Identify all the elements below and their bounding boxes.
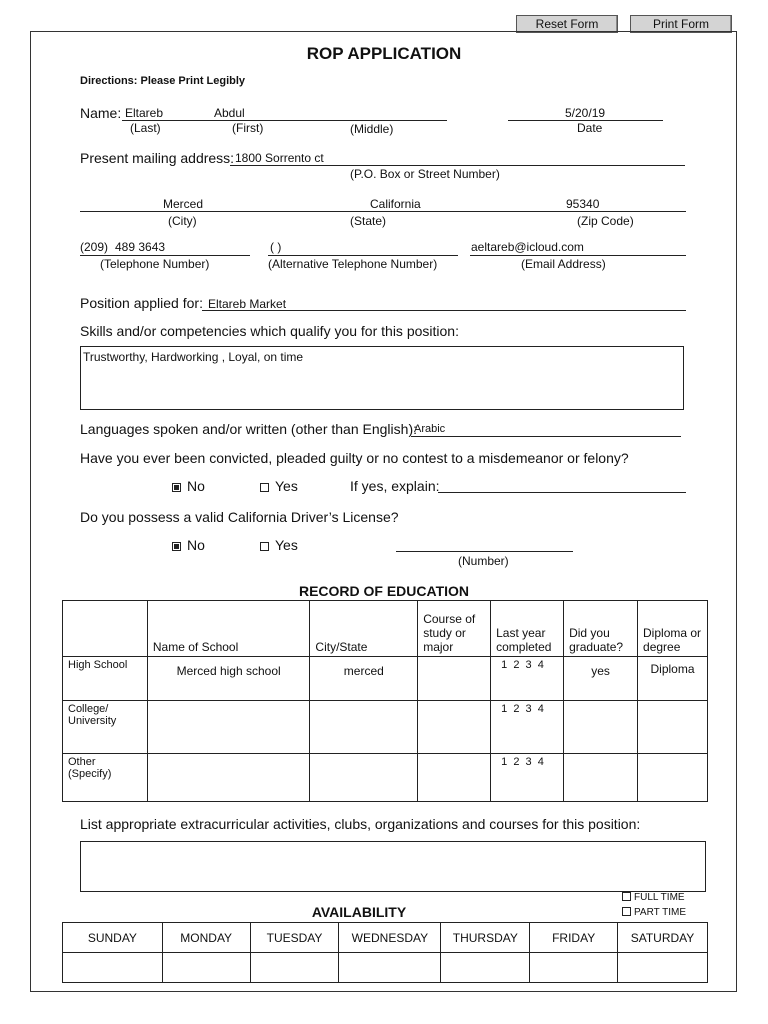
graduated-cell[interactable]: [564, 754, 638, 802]
education-table: [62, 600, 708, 802]
row-type: Other (Specify): [63, 754, 148, 802]
license-number-underline: [396, 551, 573, 552]
header-cell-city-state: City/State: [310, 601, 418, 657]
area-code-field[interactable]: (209): [80, 240, 109, 254]
languages-label: Languages spoken and/or written (other than English):: [80, 421, 417, 437]
diploma-cell[interactable]: [638, 754, 708, 802]
license-number-caption: (Number): [458, 554, 509, 568]
first-caption: (First): [232, 121, 264, 135]
license-question: Do you possess a valid California Driver’s License?: [80, 509, 399, 525]
alt-phone-underline: [268, 255, 458, 256]
table-row: [63, 701, 708, 754]
address-label: Present mailing address:: [80, 150, 235, 166]
license-no-label: No: [187, 537, 205, 553]
phone-caption: (Telephone Number): [100, 257, 210, 271]
zip-caption: (Zip Code): [577, 214, 634, 228]
availability-title: AVAILABILITY: [311, 904, 407, 920]
header-cell-school: Name of School: [147, 601, 310, 657]
languages-field[interactable]: Arabic: [414, 423, 446, 435]
form-title: ROP APPLICATION: [306, 44, 462, 63]
city-state-cell[interactable]: merced: [310, 657, 418, 701]
city-state-zip-underline: [80, 211, 686, 212]
graduated-cell[interactable]: [564, 701, 638, 754]
years-cell[interactable]: 1 2 3 4: [491, 657, 564, 701]
header-cell-diploma: Diploma or degree: [638, 601, 708, 657]
conviction-yes-checkbox[interactable]: [260, 483, 269, 492]
alt-phone-field[interactable]: ( ): [270, 240, 282, 254]
diploma-cell[interactable]: Diploma: [638, 657, 708, 701]
license-no-option[interactable]: [172, 537, 205, 553]
day-friday: FRIDAY: [530, 923, 618, 953]
extracurricular-label: List appropriate extracurricular activities, clubs, organizations and courses for this position:: [80, 816, 641, 832]
course-cell[interactable]: [418, 657, 491, 701]
school-cell[interactable]: Merced high school: [147, 657, 310, 701]
state-caption: (State): [350, 214, 387, 228]
directions: Directions: Please Print Legibly: [80, 75, 246, 87]
table-row: [63, 657, 708, 701]
day-tuesday: TUESDAY: [250, 923, 339, 953]
conviction-question: Have you ever been convicted, pleaded guilty or no contest to a misdemeanor or felony?: [80, 450, 629, 466]
day-sunday: SUNDAY: [63, 923, 163, 953]
header-cell-last-year: Last year completed: [491, 601, 564, 657]
extracurricular-textarea[interactable]: [80, 841, 706, 892]
sunday-hours-cell[interactable]: [63, 953, 163, 983]
course-cell[interactable]: [418, 754, 491, 802]
course-cell[interactable]: [418, 701, 491, 754]
full-time-option[interactable]: [622, 892, 685, 903]
diploma-cell[interactable]: [638, 701, 708, 754]
city-state-cell[interactable]: [310, 701, 418, 754]
availability-header-row: [63, 923, 708, 953]
city-caption: (City): [168, 214, 197, 228]
monday-hours-cell[interactable]: [162, 953, 250, 983]
phone-field[interactable]: 489 3643: [115, 240, 166, 254]
email-caption: (Email Address): [521, 257, 606, 271]
conviction-no-label: No: [187, 478, 205, 494]
skills-label: Skills and/or competencies which qualify you for this position:: [80, 323, 459, 339]
header-cell-type: [63, 601, 148, 657]
wednesday-hours-cell[interactable]: [339, 953, 441, 983]
header-cell-course: Course of study or major: [418, 601, 491, 657]
state-field[interactable]: California: [370, 197, 421, 211]
skills-textarea[interactable]: [80, 346, 684, 410]
date-field[interactable]: 5/20/19: [565, 106, 606, 120]
education-title: RECORD OF EDUCATION: [298, 583, 470, 599]
street-underline: [230, 165, 685, 166]
saturday-hours-cell[interactable]: [618, 953, 708, 983]
street-field[interactable]: 1800 Sorrento ct: [235, 151, 324, 165]
last-caption: (Last): [130, 121, 161, 135]
first-name-field[interactable]: Abdul: [214, 106, 245, 120]
license-number-field[interactable]: [400, 537, 570, 551]
print-form-button[interactable]: Print Form: [630, 15, 732, 33]
day-thursday: THURSDAY: [441, 923, 530, 953]
date-caption: Date: [577, 121, 603, 135]
email-field[interactable]: aeltareb@icloud.com: [471, 240, 584, 254]
school-cell[interactable]: [147, 701, 310, 754]
name-underline: [122, 120, 447, 121]
school-cell[interactable]: [147, 754, 310, 802]
city-state-cell[interactable]: [310, 754, 418, 802]
day-monday: MONDAY: [162, 923, 250, 953]
part-time-label: PART TIME: [634, 907, 687, 918]
conviction-no-option[interactable]: [172, 478, 205, 494]
email-underline: [470, 255, 686, 256]
explain-underline: [438, 492, 686, 493]
license-no-checkbox[interactable]: [172, 542, 181, 551]
conviction-yes-label: Yes: [275, 478, 298, 494]
explain-label: If yes, explain:: [350, 478, 440, 494]
languages-underline: [411, 436, 681, 437]
table-row: [63, 754, 708, 802]
middle-name-field[interactable]: [350, 106, 430, 120]
years-cell[interactable]: 1 2 3 4: [491, 754, 564, 802]
day-saturday: SATURDAY: [618, 923, 708, 953]
phone-underline: [80, 255, 250, 256]
position-label: Position applied for:: [80, 295, 203, 311]
last-name-field[interactable]: Eltareb: [125, 106, 164, 120]
day-wednesday: WEDNESDAY: [339, 923, 441, 953]
city-field[interactable]: Merced: [163, 197, 204, 211]
position-field[interactable]: Eltareb Market: [208, 297, 287, 311]
conviction-yes-option[interactable]: [260, 478, 298, 494]
skills-value: Trustworthy, Hardworking , Loyal, on time: [83, 350, 304, 364]
reset-form-button[interactable]: Reset Form: [516, 15, 618, 33]
conviction-no-checkbox[interactable]: [172, 483, 181, 492]
middle-caption: (Middle): [350, 122, 394, 136]
years-cell[interactable]: 1 2 3 4: [491, 701, 564, 754]
availability-table: [62, 922, 708, 983]
thursday-hours-cell[interactable]: [441, 953, 530, 983]
header-cell-graduate: Did you graduate?: [564, 601, 638, 657]
education-header-row: [63, 601, 708, 657]
alt-phone-caption: (Alternative Telephone Number): [268, 257, 438, 271]
row-type: College/ University: [63, 701, 148, 754]
explain-field[interactable]: [442, 478, 682, 492]
tuesday-hours-cell[interactable]: [250, 953, 339, 983]
full-time-checkbox[interactable]: [622, 892, 631, 901]
availability-input-row: [63, 953, 708, 983]
friday-hours-cell[interactable]: [530, 953, 618, 983]
license-yes-checkbox[interactable]: [260, 542, 269, 551]
row-type: High School: [63, 657, 148, 701]
license-yes-label: Yes: [275, 537, 298, 553]
full-time-label: FULL TIME: [634, 892, 685, 903]
graduated-cell[interactable]: yes: [564, 657, 638, 701]
name-label: Name:: [80, 105, 122, 121]
street-caption: (P.O. Box or Street Number): [350, 167, 500, 181]
zip-field[interactable]: 95340: [566, 197, 600, 211]
license-yes-option[interactable]: [260, 537, 298, 553]
